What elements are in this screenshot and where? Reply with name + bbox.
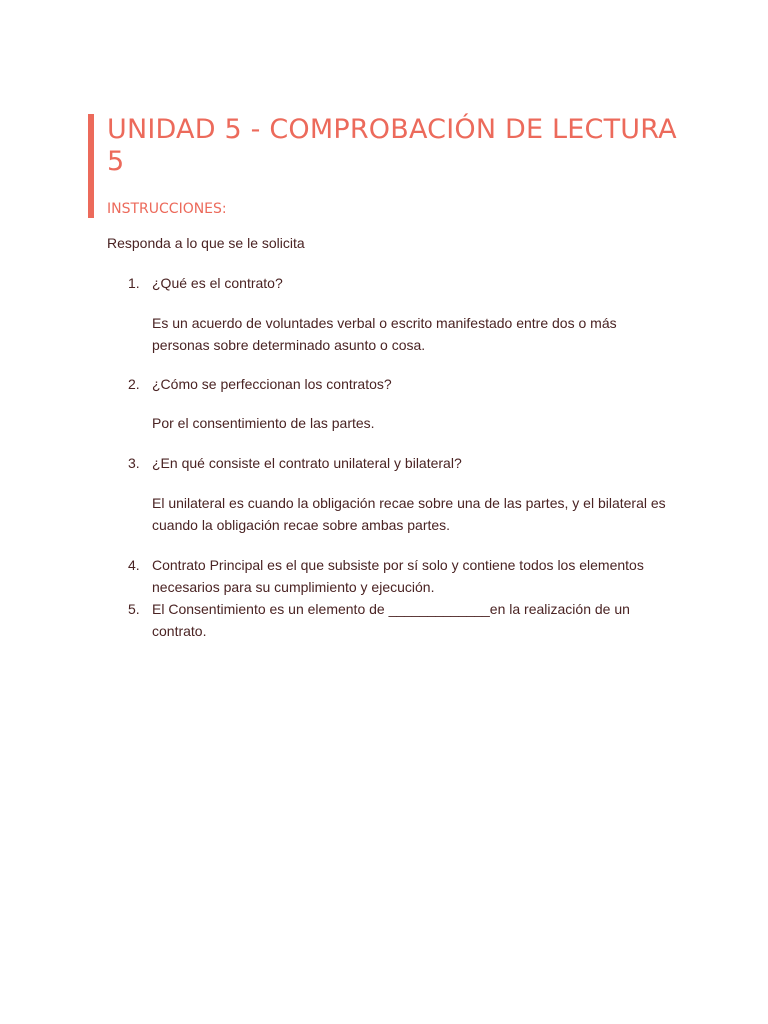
question-text: ¿Qué es el contrato? bbox=[152, 275, 283, 291]
list-item-number: 2. bbox=[128, 376, 140, 392]
answer-text-3: El unilateral es cuando la obligación recae sobre una de las partes, y el bilateral es cuando la obligación recae sobre ambas partes. bbox=[152, 495, 666, 533]
page-title: UNIDAD 5 - COMPROBACIÓN DE LECTURA 5 bbox=[107, 114, 677, 177]
question-text: ¿En qué consiste el contrato unilateral y bilateral? bbox=[152, 455, 462, 471]
question-text: El Consentimiento es un elemento de _____________en la realización de un contrato. bbox=[152, 601, 630, 639]
answer-text-2: Por el consentimiento de las partes. bbox=[152, 415, 375, 431]
intro-text: Responda a lo que se le solicita bbox=[107, 235, 305, 251]
list-item-number: 4. bbox=[128, 557, 140, 573]
title-accent-bar bbox=[88, 114, 94, 218]
list-item-number: 1. bbox=[128, 275, 140, 291]
question-text: Contrato Principal es el que subsiste por sí solo y contiene todos los elementos necesarios para su cumplimiento y ejecución. bbox=[152, 557, 644, 595]
list-item-number: 3. bbox=[128, 455, 140, 471]
answer-text-1: Es un acuerdo de voluntades verbal o escrito manifestado entre dos o más personas sobre determinado asunto o cosa. bbox=[152, 315, 617, 353]
instructions-heading: INSTRUCCIONES: bbox=[107, 201, 227, 217]
list-item-number: 5. bbox=[128, 601, 140, 617]
title-block bbox=[88, 114, 708, 218]
question-text: ¿Cómo se perfeccionan los contratos? bbox=[152, 376, 392, 392]
